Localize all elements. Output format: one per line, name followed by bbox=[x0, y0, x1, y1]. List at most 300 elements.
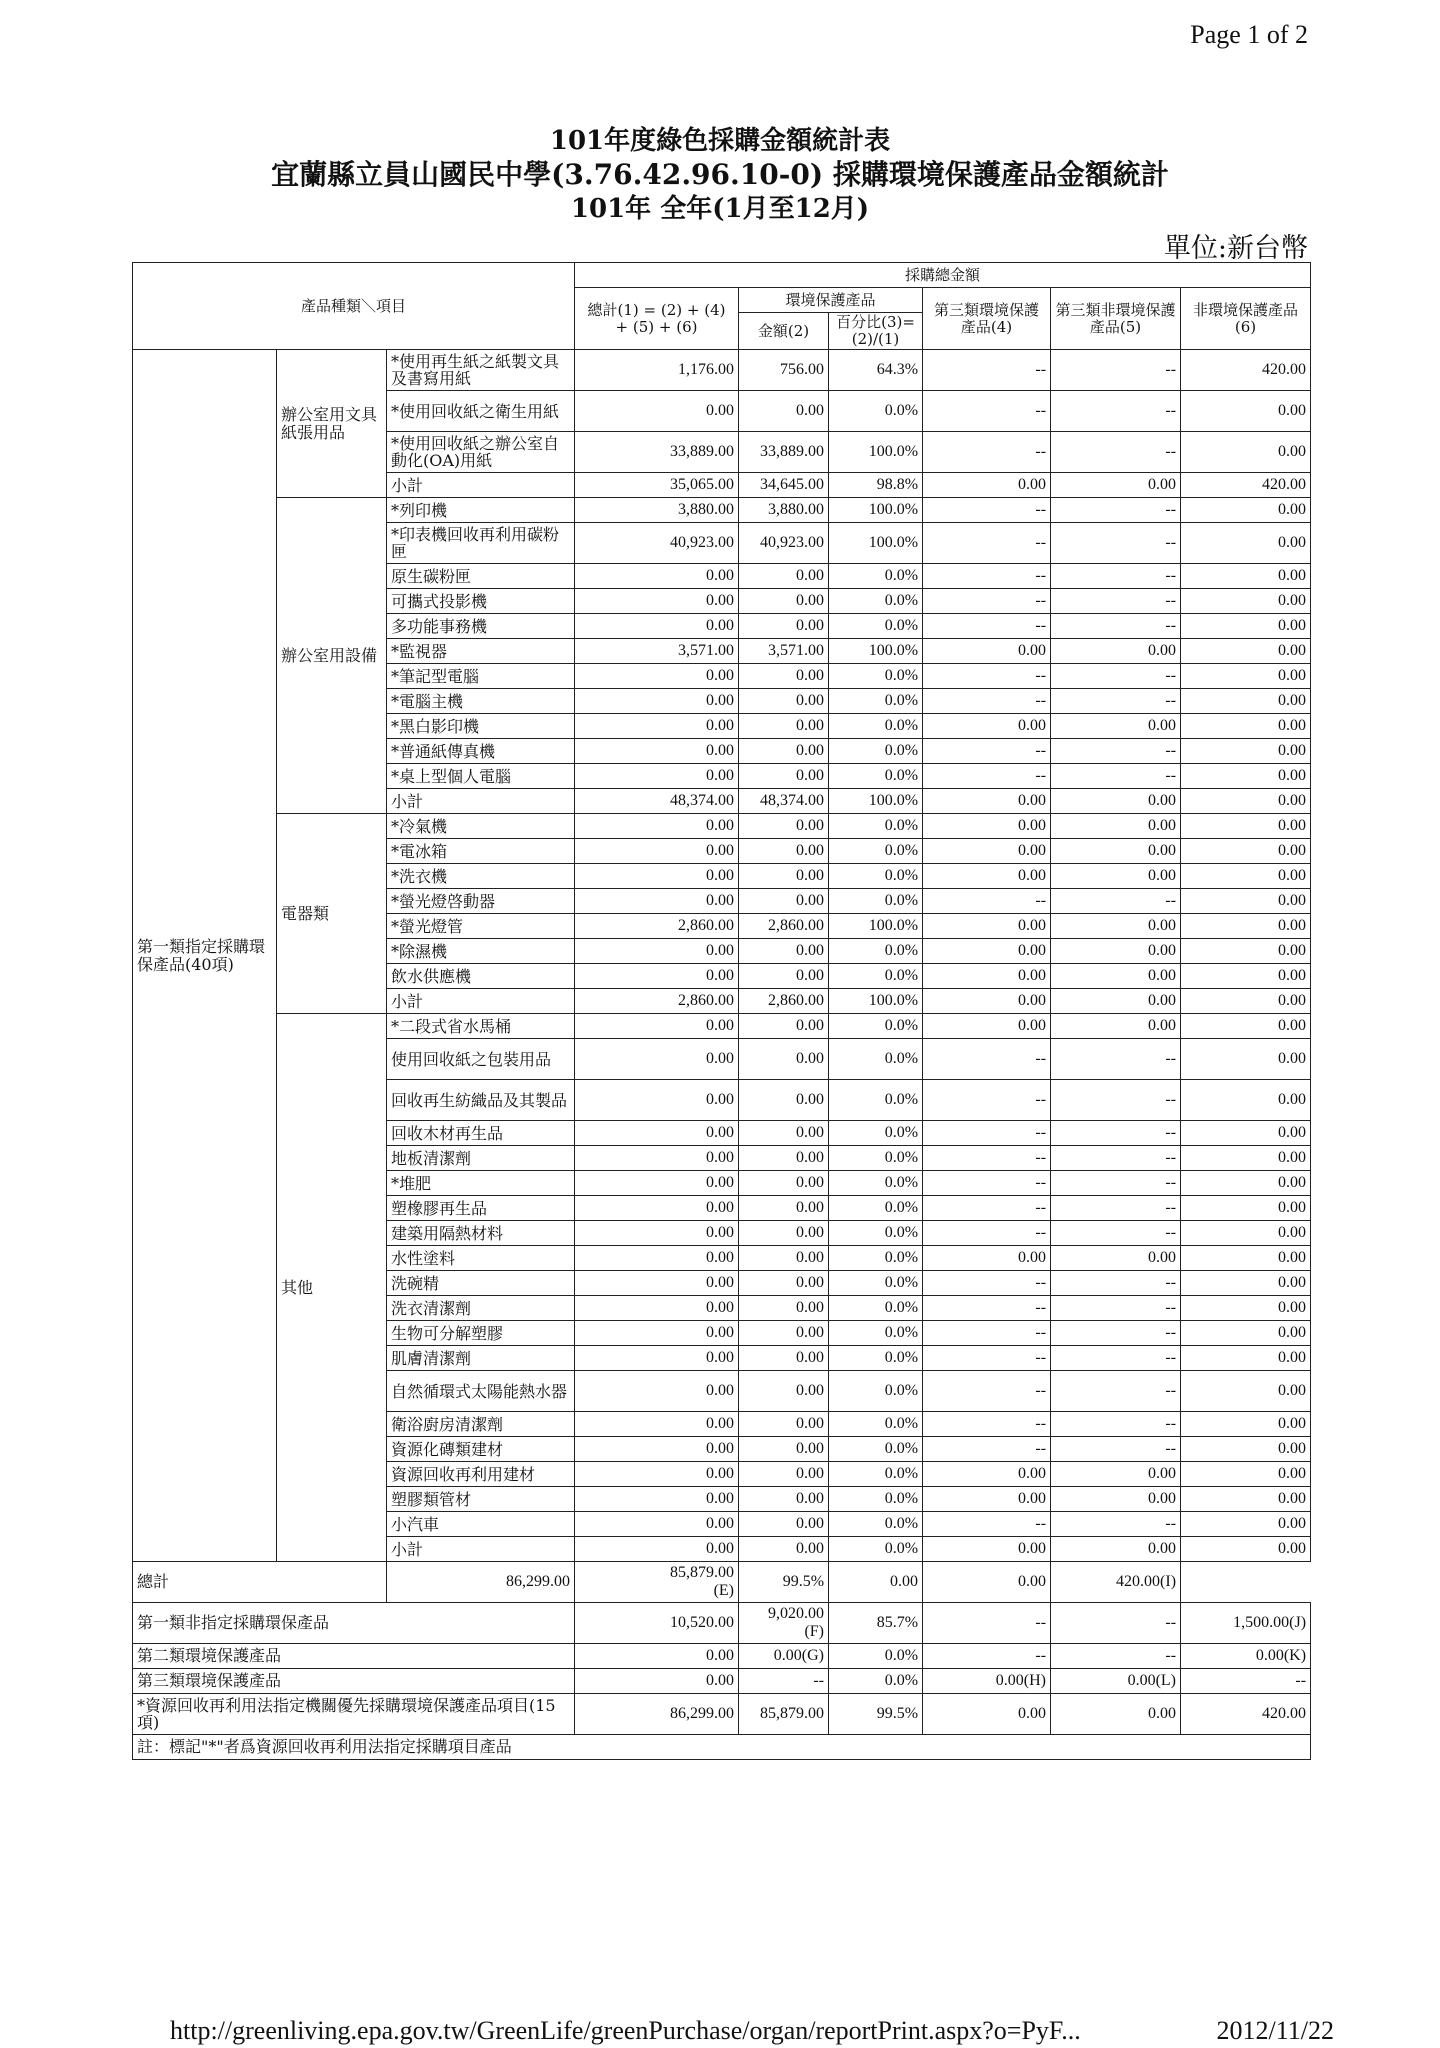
cell-pct: 0.0% bbox=[829, 814, 923, 839]
cell-amount: 0.00 bbox=[739, 889, 829, 914]
group-label: 辦公室用設備 bbox=[277, 498, 387, 814]
cell-class3-non: -- bbox=[1051, 350, 1181, 391]
cell-amount: 40,923.00 bbox=[739, 523, 829, 564]
note-row bbox=[133, 1735, 1311, 1760]
cell-pct: 0.0% bbox=[829, 1346, 923, 1371]
cell-amount bbox=[739, 1603, 829, 1644]
cell-amount: 0.00 bbox=[739, 1221, 829, 1246]
cell-total: 0.00 bbox=[575, 839, 739, 864]
item-name: *螢光燈啓動器 bbox=[387, 889, 575, 914]
cell-class3-non: -- bbox=[1051, 1603, 1181, 1644]
cell-amount: 0.00 bbox=[739, 814, 829, 839]
cell-pct: 0.0% bbox=[829, 589, 923, 614]
cell-amount: 0.00 bbox=[739, 1196, 829, 1221]
cell-total: 0.00 bbox=[575, 1412, 739, 1437]
cell-total: 0.00 bbox=[575, 964, 739, 989]
cell-non-env: -- bbox=[1181, 1669, 1311, 1694]
cell-total: 0.00 bbox=[575, 939, 739, 964]
cell-non-env: 0.00 bbox=[1181, 1146, 1311, 1171]
cell-class3: 0.00 bbox=[923, 714, 1051, 739]
cell-class3: 0.00 bbox=[923, 864, 1051, 889]
item-name: *普通紙傳真機 bbox=[387, 739, 575, 764]
cell-non-env: 0.00 bbox=[1181, 864, 1311, 889]
cell-amount: 0.00 bbox=[739, 1171, 829, 1196]
cell-pct: 99.5% bbox=[739, 1562, 829, 1603]
cell-class3: -- bbox=[923, 664, 1051, 689]
cell-pct: 0.0% bbox=[829, 1644, 923, 1669]
cell-pct: 100.0% bbox=[829, 432, 923, 473]
cell-class3-non: -- bbox=[1051, 1296, 1181, 1321]
cell-total: 3,571.00 bbox=[575, 639, 739, 664]
cell-amount: 0.00 bbox=[739, 614, 829, 639]
cell-total: 0.00 bbox=[575, 1014, 739, 1039]
cell-class3-non: -- bbox=[1051, 614, 1181, 639]
title-line-3: 101年 全年(1月至12月) bbox=[570, 194, 870, 224]
cell-non-env: 0.00 bbox=[1181, 714, 1311, 739]
cell-amount: 0.00 bbox=[739, 1146, 829, 1171]
nondesignated-label: 第一類非指定採購環保產品 bbox=[133, 1603, 575, 1644]
footnote: 註：標記"*"者爲資源回收再利用法指定採購項目產品 bbox=[133, 1735, 1311, 1760]
cell-total: 0.00 bbox=[575, 1537, 739, 1562]
cell-non-env: 0.00 bbox=[1181, 664, 1311, 689]
cell-class3-non: -- bbox=[1051, 498, 1181, 523]
header-purchase-total: 採購總金額 bbox=[575, 263, 1311, 288]
page-number: Page 1 of 2 bbox=[1190, 20, 1308, 49]
cell-non-env: 0.00 bbox=[1181, 1171, 1311, 1196]
item-name: *使用再生紙之紙製文具及書寫用紙 bbox=[387, 350, 575, 391]
cell-total: 0.00 bbox=[575, 1080, 739, 1121]
cell-non-env: 420.00 bbox=[1181, 473, 1311, 498]
cell-pct: 0.0% bbox=[829, 564, 923, 589]
cell-total: 2,860.00 bbox=[575, 914, 739, 939]
statistics-table bbox=[132, 262, 1311, 1760]
cell-class3-non: -- bbox=[1051, 1321, 1181, 1346]
cell-pct: 0.0% bbox=[829, 714, 923, 739]
cell-class3: -- bbox=[923, 1437, 1051, 1462]
cell-class3: 0.00 bbox=[923, 1462, 1051, 1487]
cell-total: 0.00 bbox=[575, 391, 739, 432]
cell-pct: 0.0% bbox=[829, 764, 923, 789]
source-url: http://greenliving.epa.gov.tw/GreenLife/greenPurchase/organ/reportPrint.aspx?o=PyF... bbox=[170, 2016, 1081, 2045]
item-name: 回收木材再生品 bbox=[387, 1121, 575, 1146]
header-class3-non: 第三類非環境保護產品(5) bbox=[1051, 288, 1181, 350]
cell-pct: 64.3% bbox=[829, 350, 923, 391]
table-row bbox=[133, 350, 1311, 391]
cell-pct: 0.0% bbox=[829, 1437, 923, 1462]
cell-class3-non: -- bbox=[1051, 432, 1181, 473]
item-name: 多功能事務機 bbox=[387, 614, 575, 639]
cell-total: 0.00 bbox=[575, 739, 739, 764]
cell-amount: 0.00 bbox=[739, 1437, 829, 1462]
print-date: 2012/11/22 bbox=[1216, 2016, 1334, 2045]
cell-pct: 99.5% bbox=[829, 1694, 923, 1735]
item-name: *二段式省水馬桶 bbox=[387, 1014, 575, 1039]
cell-pct: 0.0% bbox=[829, 1196, 923, 1221]
cell-class3-non: 0.00 bbox=[1051, 1537, 1181, 1562]
cell-non-env: 0.00 bbox=[1181, 839, 1311, 864]
cell-total: 0.00 bbox=[575, 664, 739, 689]
cell-amount: 0.00 bbox=[739, 964, 829, 989]
cell-non-env: 0.00 bbox=[1181, 432, 1311, 473]
cell-non-env: 0.00 bbox=[1181, 989, 1311, 1014]
cell-amount: 3,571.00 bbox=[739, 639, 829, 664]
cell-amount: 0.00 bbox=[739, 1512, 829, 1537]
cell-pct: 85.7% bbox=[829, 1603, 923, 1644]
cell-amount: 0.00 bbox=[739, 1321, 829, 1346]
cell-non-env: 0.00 bbox=[1181, 1271, 1311, 1296]
table-row bbox=[133, 814, 1311, 839]
cell-class3: -- bbox=[923, 498, 1051, 523]
item-name: 地板清潔劑 bbox=[387, 1146, 575, 1171]
cell-class3: 0.00 bbox=[923, 814, 1051, 839]
cell-non-env: 0.00 bbox=[1181, 739, 1311, 764]
cell-non-env: 0.00 bbox=[1181, 789, 1311, 814]
cell-non-env: 420.00(I) bbox=[1051, 1562, 1181, 1603]
cell-class3-non: -- bbox=[1051, 1271, 1181, 1296]
cell-pct: 0.0% bbox=[829, 1080, 923, 1121]
item-name: 塑橡膠再生品 bbox=[387, 1196, 575, 1221]
cell-amount: 0.00 bbox=[739, 689, 829, 714]
cell-non-env: 0.00 bbox=[1181, 889, 1311, 914]
cell-class3: 0.00 bbox=[923, 1694, 1051, 1735]
cell-class3-non: -- bbox=[1051, 739, 1181, 764]
item-name: 小汽車 bbox=[387, 1512, 575, 1537]
title-line-1: 101年度綠色採購金額統計表 bbox=[549, 126, 891, 156]
cell-total: 0.00 bbox=[575, 1462, 739, 1487]
cell-class3-non: 0.00 bbox=[1051, 639, 1181, 664]
cell-non-env: 0.00 bbox=[1181, 1371, 1311, 1412]
cell-class3: 0.00 bbox=[829, 1562, 923, 1603]
cell-pct: 0.0% bbox=[829, 1412, 923, 1437]
cell-class3-non: -- bbox=[1051, 1080, 1181, 1121]
cell-pct: 100.0% bbox=[829, 498, 923, 523]
cell-amount: 0.00 bbox=[739, 1121, 829, 1146]
cell-non-env: 0.00 bbox=[1181, 1196, 1311, 1221]
cell-class3-non: -- bbox=[1051, 1371, 1181, 1412]
cell-total: 0.00 bbox=[575, 1669, 739, 1694]
cell-pct: 0.0% bbox=[829, 864, 923, 889]
cell-class3-non: -- bbox=[1051, 889, 1181, 914]
cell-class3-non: 0.00 bbox=[1051, 964, 1181, 989]
cell-non-env: 0.00 bbox=[1181, 614, 1311, 639]
cell-class3: -- bbox=[923, 1171, 1051, 1196]
cell-amount bbox=[575, 1562, 739, 1603]
cell-non-env: 0.00 bbox=[1181, 1296, 1311, 1321]
cell-pct: 0.0% bbox=[829, 1669, 923, 1694]
cell-total: 1,176.00 bbox=[575, 350, 739, 391]
cell-class3-non: 0.00 bbox=[1051, 789, 1181, 814]
cell-class3-non: -- bbox=[1051, 1121, 1181, 1146]
header-non-env: 非環境保護產品(6) bbox=[1181, 288, 1311, 350]
cell-class3: -- bbox=[923, 1296, 1051, 1321]
cell-class3-non: -- bbox=[1051, 523, 1181, 564]
cell-total: 0.00 bbox=[575, 1039, 739, 1080]
class2-label: 第二類環境保護產品 bbox=[133, 1644, 575, 1669]
item-name: 小計 bbox=[387, 473, 575, 498]
cell-total: 0.00 bbox=[575, 1296, 739, 1321]
cell-amount: 0.00 bbox=[739, 1246, 829, 1271]
header-amount2: 金額(2) bbox=[739, 313, 829, 350]
cell-amount: 0.00 bbox=[739, 1412, 829, 1437]
cell-class3-non: -- bbox=[1051, 689, 1181, 714]
cell-pct: 0.0% bbox=[829, 614, 923, 639]
cell-class3: -- bbox=[923, 1346, 1051, 1371]
cell-non-env: 0.00 bbox=[1181, 523, 1311, 564]
item-name: 建築用隔熱材料 bbox=[387, 1221, 575, 1246]
cell-total: 10,520.00 bbox=[575, 1603, 739, 1644]
cell-class3: -- bbox=[923, 889, 1051, 914]
cell-non-env: 0.00 bbox=[1181, 1246, 1311, 1271]
item-name: *螢光燈管 bbox=[387, 914, 575, 939]
item-name: *印表機回收再利用碳粉匣 bbox=[387, 523, 575, 564]
cell-pct: 0.0% bbox=[829, 1296, 923, 1321]
cell-total: 0.00 bbox=[575, 1171, 739, 1196]
cell-non-env: 0.00 bbox=[1181, 1437, 1311, 1462]
cell-class3-non: -- bbox=[1051, 1221, 1181, 1246]
item-name: *冷氣機 bbox=[387, 814, 575, 839]
cell-class3: 0.00(H) bbox=[923, 1669, 1051, 1694]
amount-tag: (E) bbox=[713, 1582, 735, 1599]
item-name: 肌膚清潔劑 bbox=[387, 1346, 575, 1371]
cell-non-env: 0.00 bbox=[1181, 1537, 1311, 1562]
cell-amount: 33,889.00 bbox=[739, 432, 829, 473]
cell-total: 0.00 bbox=[575, 589, 739, 614]
cell-pct: 0.0% bbox=[829, 1146, 923, 1171]
title-line-2: 宜蘭縣立員山國民中學(3.76.42.96.10-0) 採購環境保護產品金額統計 bbox=[271, 158, 1169, 191]
cell-class3: -- bbox=[923, 564, 1051, 589]
cell-pct: 0.0% bbox=[829, 1121, 923, 1146]
item-name: 資源回收再利用建材 bbox=[387, 1462, 575, 1487]
cell-pct: 100.0% bbox=[829, 914, 923, 939]
cell-amount: 0.00 bbox=[739, 1014, 829, 1039]
cell-total: 0.00 bbox=[575, 1196, 739, 1221]
cell-class3: -- bbox=[923, 764, 1051, 789]
cell-amount: 0.00 bbox=[739, 1296, 829, 1321]
cell-non-env: 0.00 bbox=[1181, 1346, 1311, 1371]
cell-class3: -- bbox=[923, 739, 1051, 764]
cell-amount: 2,860.00 bbox=[739, 989, 829, 1014]
cell-total: 0.00 bbox=[575, 564, 739, 589]
cell-total: 0.00 bbox=[575, 1371, 739, 1412]
group-label: 其他 bbox=[277, 1014, 387, 1562]
cell-class3: -- bbox=[923, 689, 1051, 714]
cell-class3: -- bbox=[923, 432, 1051, 473]
cell-class3-non: -- bbox=[1051, 764, 1181, 789]
cell-pct: 0.0% bbox=[829, 964, 923, 989]
cell-pct: 0.0% bbox=[829, 889, 923, 914]
cell-total: 40,923.00 bbox=[575, 523, 739, 564]
item-name: 小計 bbox=[387, 989, 575, 1014]
cell-total: 0.00 bbox=[575, 814, 739, 839]
grand-total-label: 總計 bbox=[133, 1562, 387, 1603]
cell-amount: 0.00 bbox=[739, 1039, 829, 1080]
cell-pct: 100.0% bbox=[829, 639, 923, 664]
cell-pct: 0.0% bbox=[829, 1512, 923, 1537]
header-class3: 第三類環境保護產品(4) bbox=[923, 288, 1051, 350]
cell-pct: 0.0% bbox=[829, 1321, 923, 1346]
cell-amount: 34,645.00 bbox=[739, 473, 829, 498]
cell-class3: 0.00 bbox=[923, 1014, 1051, 1039]
header-pct: 百分比(3)= (2)/(1) bbox=[829, 313, 923, 350]
item-name: 資源化磚類建材 bbox=[387, 1437, 575, 1462]
cell-class3-non: -- bbox=[1051, 1146, 1181, 1171]
cell-class3: 0.00 bbox=[923, 1537, 1051, 1562]
cell-total: 0.00 bbox=[575, 889, 739, 914]
cell-class3-non: 0.00 bbox=[1051, 473, 1181, 498]
amount-tag: (F) bbox=[804, 1623, 825, 1640]
item-name: 小計 bbox=[387, 789, 575, 814]
item-name: 原生碳粉匣 bbox=[387, 564, 575, 589]
cell-amount: 0.00 bbox=[739, 739, 829, 764]
item-name: 塑膠類管材 bbox=[387, 1487, 575, 1512]
cell-class3: -- bbox=[923, 1271, 1051, 1296]
cell-amount: 3,880.00 bbox=[739, 498, 829, 523]
cell-non-env: 0.00 bbox=[1181, 1321, 1311, 1346]
cell-total: 0.00 bbox=[575, 614, 739, 639]
cell-class3: 0.00 bbox=[923, 914, 1051, 939]
cell-non-env: 0.00 bbox=[1181, 1080, 1311, 1121]
cell-pct: 100.0% bbox=[829, 989, 923, 1014]
cell-non-env: 0.00 bbox=[1181, 1487, 1311, 1512]
cell-class3: -- bbox=[923, 1221, 1051, 1246]
cell-class3: -- bbox=[923, 1371, 1051, 1412]
cell-amount: 0.00 bbox=[739, 564, 829, 589]
cell-amount: 0.00(G) bbox=[739, 1644, 829, 1669]
cell-class3-non: -- bbox=[1051, 589, 1181, 614]
cell-class3: 0.00 bbox=[923, 1487, 1051, 1512]
cell-non-env: 0.00 bbox=[1181, 1412, 1311, 1437]
cell-pct: 0.0% bbox=[829, 1221, 923, 1246]
report-titles bbox=[0, 124, 1440, 226]
cell-non-env: 0.00 bbox=[1181, 1014, 1311, 1039]
cell-class3: -- bbox=[923, 1039, 1051, 1080]
cell-non-env: 0.00 bbox=[1181, 689, 1311, 714]
cell-pct: 0.0% bbox=[829, 1171, 923, 1196]
cell-pct: 0.0% bbox=[829, 739, 923, 764]
cell-non-env: 0.00 bbox=[1181, 939, 1311, 964]
cell-class3-non: -- bbox=[1051, 391, 1181, 432]
amount-value: 9,020.00 bbox=[768, 1605, 825, 1622]
cell-amount: 0.00 bbox=[739, 589, 829, 614]
cell-total: 2,860.00 bbox=[575, 989, 739, 1014]
cell-amount: 756.00 bbox=[739, 350, 829, 391]
cell-amount: 0.00 bbox=[739, 864, 829, 889]
header-category-item: 產品種類＼項目 bbox=[133, 263, 575, 350]
cell-amount: 85,879.00 bbox=[739, 1694, 829, 1735]
currency-unit: 單位:新台幣 bbox=[1163, 233, 1308, 264]
cell-total: 0.00 bbox=[575, 1437, 739, 1462]
cell-class3-non: 0.00 bbox=[1051, 814, 1181, 839]
cell-class3: -- bbox=[923, 1080, 1051, 1121]
cell-pct: 0.0% bbox=[829, 1246, 923, 1271]
cell-total: 0.00 bbox=[575, 1346, 739, 1371]
grand-total-row bbox=[133, 1562, 1311, 1603]
cell-class3-non: 0.00 bbox=[1051, 1246, 1181, 1271]
item-name: *列印機 bbox=[387, 498, 575, 523]
cell-class3: -- bbox=[923, 1512, 1051, 1537]
cell-pct: 0.0% bbox=[829, 1014, 923, 1039]
cell-non-env: 0.00 bbox=[1181, 391, 1311, 432]
cell-class3-non: -- bbox=[1051, 1039, 1181, 1080]
cell-pct: 100.0% bbox=[829, 789, 923, 814]
item-name: 自然循環式太陽能熱水器 bbox=[387, 1371, 575, 1412]
cell-class3: 0.00 bbox=[923, 639, 1051, 664]
cell-class3: 0.00 bbox=[923, 1246, 1051, 1271]
cell-class3: -- bbox=[923, 1121, 1051, 1146]
cell-pct: 0.0% bbox=[829, 689, 923, 714]
cell-amount: 0.00 bbox=[739, 714, 829, 739]
cell-total: 0.00 bbox=[575, 764, 739, 789]
cell-non-env: 0.00 bbox=[1181, 1462, 1311, 1487]
cell-amount: 0.00 bbox=[739, 839, 829, 864]
cell-amount: 0.00 bbox=[739, 1346, 829, 1371]
cell-non-env: 420.00 bbox=[1181, 1694, 1311, 1735]
item-name: 水性塗料 bbox=[387, 1246, 575, 1271]
item-name: 使用回收紙之包裝用品 bbox=[387, 1039, 575, 1080]
cell-non-env: 0.00 bbox=[1181, 764, 1311, 789]
cell-non-env: 0.00 bbox=[1181, 814, 1311, 839]
class3-row bbox=[133, 1669, 1311, 1694]
header-total-formula: 總計(1) = (2) + (4) + (5) + (6) bbox=[575, 288, 739, 350]
cell-non-env: 0.00 bbox=[1181, 1512, 1311, 1537]
item-name: 回收再生紡織品及其製品 bbox=[387, 1080, 575, 1121]
cell-amount: 0.00 bbox=[739, 1537, 829, 1562]
cell-class3: -- bbox=[923, 589, 1051, 614]
cell-total: 0.00 bbox=[575, 1146, 739, 1171]
cell-amount: 0.00 bbox=[739, 1371, 829, 1412]
cell-class3: 0.00 bbox=[923, 989, 1051, 1014]
item-name: *堆肥 bbox=[387, 1171, 575, 1196]
cell-total: 0.00 bbox=[575, 1487, 739, 1512]
cell-class3-non: 0.00(L) bbox=[1051, 1669, 1181, 1694]
cell-pct: 0.0% bbox=[829, 1487, 923, 1512]
table-row bbox=[133, 1014, 1311, 1039]
cell-class3-non: 0.00 bbox=[1051, 864, 1181, 889]
cell-class3-non: -- bbox=[1051, 1171, 1181, 1196]
cell-class3: -- bbox=[923, 1412, 1051, 1437]
cell-total: 0.00 bbox=[575, 864, 739, 889]
item-name: 可攜式投影機 bbox=[387, 589, 575, 614]
section-label: 第一類指定採購環保產品(40項) bbox=[133, 350, 277, 1562]
cell-non-env: 0.00 bbox=[1181, 1039, 1311, 1080]
cell-class3: -- bbox=[923, 350, 1051, 391]
cell-class3-non: -- bbox=[1051, 1346, 1181, 1371]
cell-class3: 0.00 bbox=[923, 939, 1051, 964]
cell-class3-non: 0.00 bbox=[1051, 914, 1181, 939]
amount-value: 85,879.00 bbox=[670, 1564, 735, 1581]
cell-pct: 0.0% bbox=[829, 839, 923, 864]
item-name: *使用回收紙之辦公室自動化(OA)用紙 bbox=[387, 432, 575, 473]
cell-class3: -- bbox=[923, 523, 1051, 564]
cell-total: 33,889.00 bbox=[575, 432, 739, 473]
item-name: 洗衣清潔劑 bbox=[387, 1296, 575, 1321]
cell-non-env: 420.00 bbox=[1181, 350, 1311, 391]
cell-amount: 48,374.00 bbox=[739, 789, 829, 814]
header-row-1 bbox=[133, 263, 1311, 288]
cell-class3-non: 0.00 bbox=[1051, 1462, 1181, 1487]
cell-class3: 0.00 bbox=[923, 964, 1051, 989]
cell-class3-non: 0.00 bbox=[1051, 939, 1181, 964]
cell-class3: -- bbox=[923, 1321, 1051, 1346]
header-env-products: 環境保護產品 bbox=[739, 288, 923, 313]
cell-amount: -- bbox=[739, 1669, 829, 1694]
nondesignated-row bbox=[133, 1603, 1311, 1644]
cell-pct: 0.0% bbox=[829, 1537, 923, 1562]
item-name: 洗碗精 bbox=[387, 1271, 575, 1296]
cell-pct: 0.0% bbox=[829, 1039, 923, 1080]
cell-pct: 0.0% bbox=[829, 1462, 923, 1487]
cell-total: 0.00 bbox=[575, 1512, 739, 1537]
